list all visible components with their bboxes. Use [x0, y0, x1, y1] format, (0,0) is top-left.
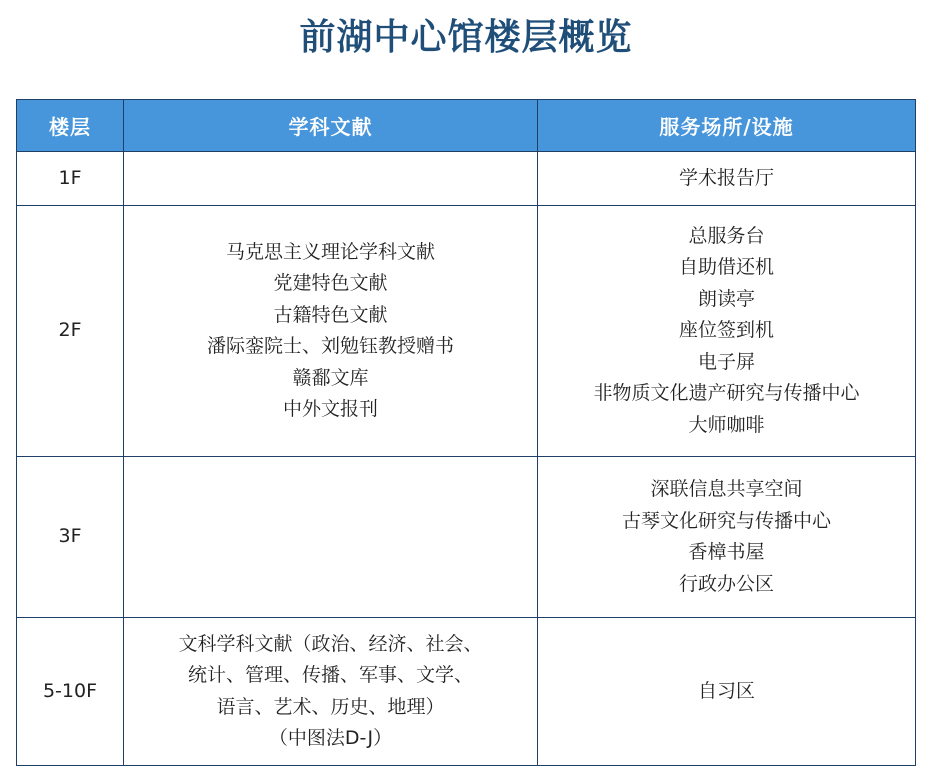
subjects-cell [124, 206, 538, 457]
services-cell [538, 618, 916, 766]
header-floor: 楼层 [17, 100, 124, 152]
table-row [17, 457, 916, 618]
cell-line: 中外文报刊 [282, 398, 378, 420]
cell-line: 大师咖啡 [688, 413, 765, 436]
cell-line: 行政办公区 [678, 572, 774, 595]
cell-line: 电子屏 [697, 350, 755, 373]
cell-line: 总服务台 [688, 224, 765, 247]
cell-line: 古琴文化研究与传播中心 [621, 509, 831, 532]
floor-overview-table [16, 99, 916, 766]
table-row [17, 618, 916, 766]
subjects-cell [124, 152, 538, 206]
cell-line: 学术报告厅 [678, 166, 774, 189]
cell-line: 座位签到机 [678, 319, 774, 342]
cell-line: 朗读亭 [697, 287, 755, 310]
cell-line: 非物质文化遗产研究与传播中心 [593, 382, 860, 405]
subjects-cell [124, 457, 538, 618]
table-row [17, 152, 916, 206]
cell-line: 马克思主义理论学科文献 [225, 240, 435, 263]
floor-cell: 5-10F [17, 618, 124, 766]
cell-line: 深联信息共享空间 [650, 478, 803, 500]
floor-cell: 3F [17, 457, 124, 618]
cell-line: 潘际銮院士、刘勉钰教授赠书 [206, 335, 454, 357]
cell-line: （中图法D-J） [268, 727, 393, 749]
cell-line: 古籍特色文献 [273, 303, 388, 326]
cell-line: 自助借还机 [678, 256, 774, 279]
cell-line: 自习区 [697, 679, 755, 702]
cell-line: 文科学科文献（政治、经济、社会、 [178, 632, 483, 655]
header-subjects: 学科文献 [124, 100, 538, 152]
floor-cell: 1F [17, 152, 124, 206]
cell-line: 党建特色文献 [273, 272, 388, 294]
services-cell [538, 152, 916, 206]
floor-cell: 2F [17, 206, 124, 457]
page-title: 前湖中心馆楼层概览 [299, 17, 633, 58]
cell-line: 赣鄱文库 [292, 366, 369, 389]
cell-line: 统计、管理、传播、军事、文学、 [187, 664, 473, 686]
services-cell [538, 206, 916, 457]
services-cell [538, 457, 916, 618]
table-header-row [17, 100, 916, 152]
subjects-cell [124, 618, 538, 766]
header-services: 服务场所/设施 [538, 100, 916, 152]
cell-line: 语言、艺术、历史、地理） [216, 695, 445, 718]
cell-line: 香樟书屋 [688, 541, 765, 563]
table-row [17, 206, 916, 457]
